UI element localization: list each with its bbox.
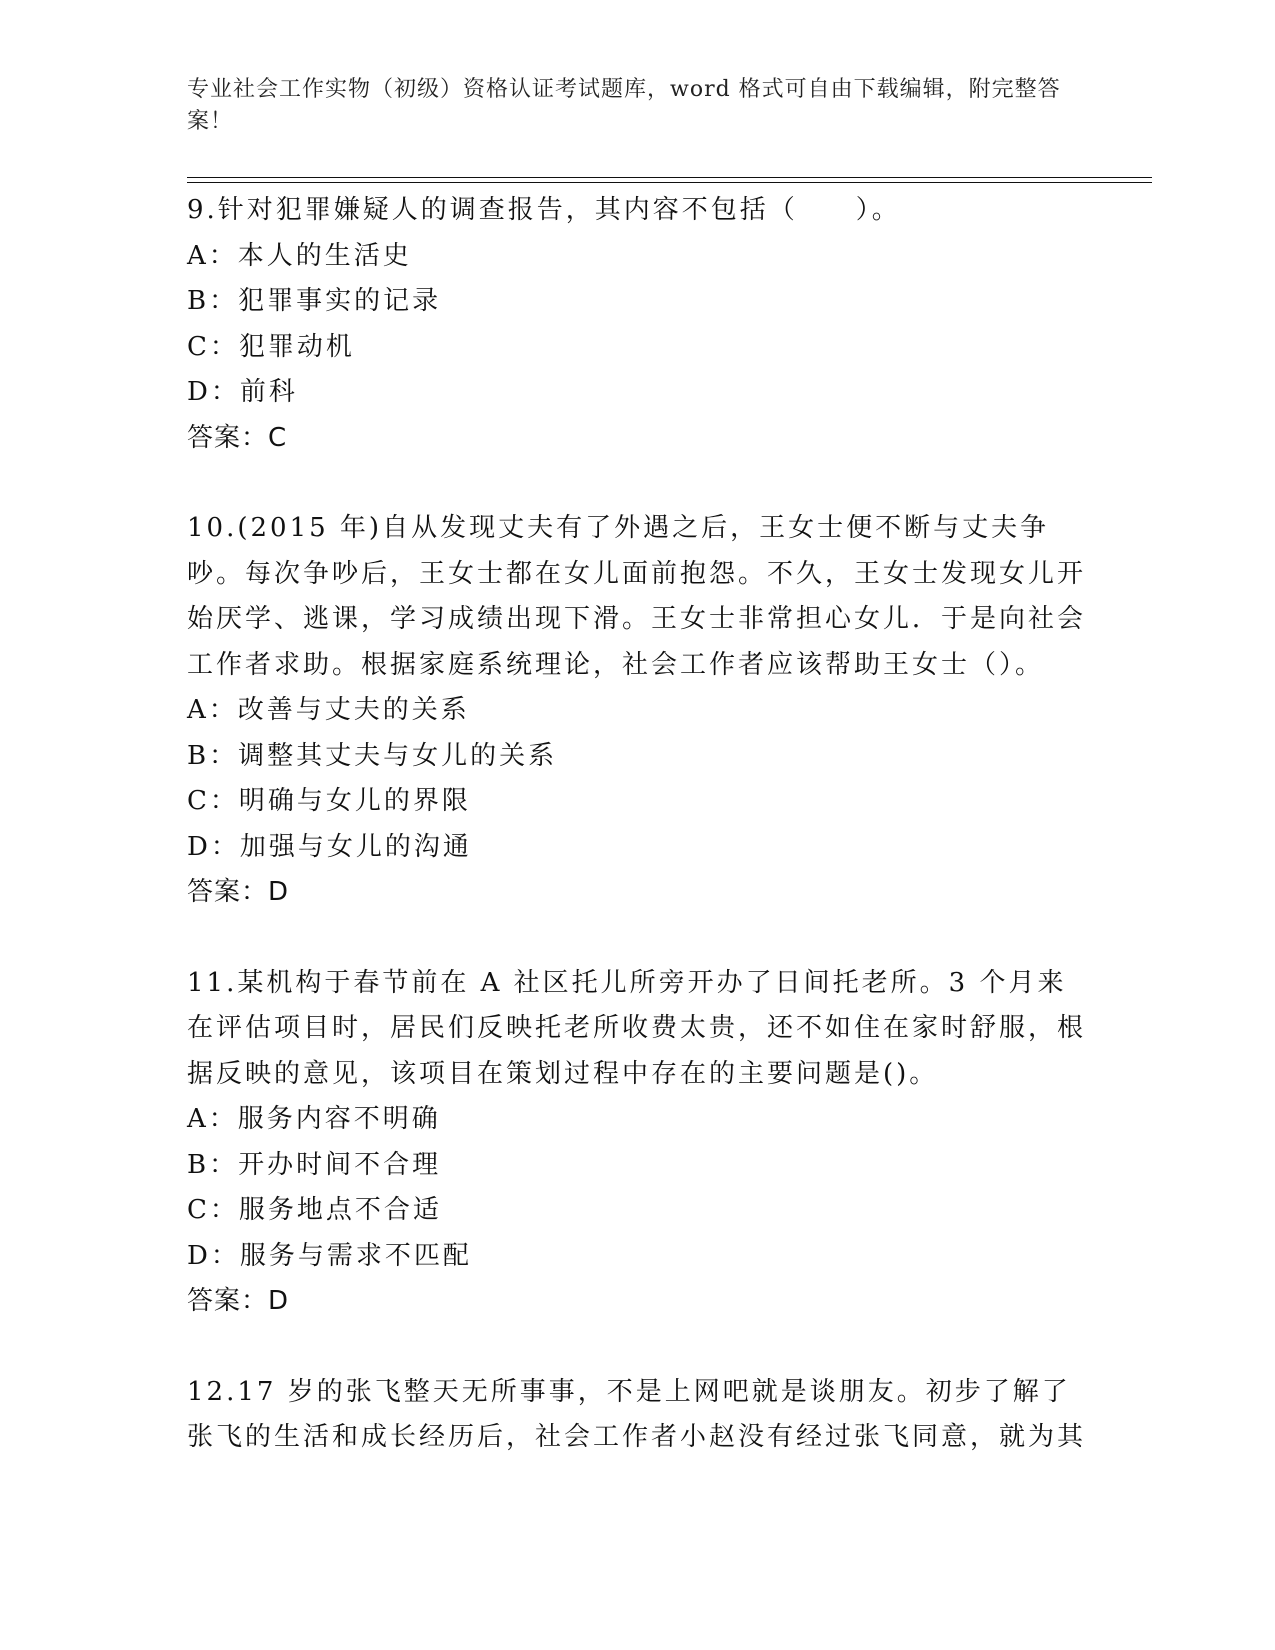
option-d: D：加强与女儿的沟通 bbox=[187, 831, 472, 862]
question-12 bbox=[187, 1370, 1087, 1461]
spacer bbox=[187, 916, 1087, 961]
option-a: A：服务内容不明确 bbox=[187, 1104, 441, 1134]
option-d: D：前科 bbox=[187, 377, 298, 407]
question-stem: 12.17 岁的张飞整天无所事事，不是上网吧就是谈朋友。初步了解了张飞的生活和成长经历后，社会工作者小赵没有经过张飞同意，就为其 bbox=[187, 1376, 1087, 1452]
question-stem: 9.针对犯罪嫌疑人的调查报告，其内容不包括（ ）。 bbox=[187, 195, 901, 225]
option-b: B：开办时间不合理 bbox=[187, 1149, 442, 1180]
option-d: D：服务与需求不匹配 bbox=[187, 1240, 472, 1271]
answer-line: 答案：D bbox=[187, 1286, 290, 1316]
header-divider-bottom bbox=[187, 182, 1152, 183]
option-c: C：明确与女儿的界限 bbox=[187, 786, 471, 816]
answer-line: 答案：C bbox=[187, 422, 288, 453]
option-a: A：改善与丈夫的关系 bbox=[187, 695, 470, 725]
option-c: C：服务地点不合适 bbox=[187, 1195, 442, 1225]
option-a: A：本人的生活史 bbox=[187, 240, 412, 271]
option-b: B：犯罪事实的记录 bbox=[187, 286, 442, 316]
question-list bbox=[187, 188, 1087, 1461]
header-divider-top bbox=[187, 177, 1152, 178]
page-header: 专业社会工作实物（初级）资格认证考试题库，word 格式可自由下载编辑，附完整答案！ bbox=[187, 77, 1061, 134]
answer-line: 答案：D bbox=[187, 877, 290, 907]
question-10 bbox=[187, 506, 1087, 916]
question-11 bbox=[187, 961, 1087, 1325]
spacer bbox=[187, 461, 1087, 506]
option-b: B：调整其丈夫与女儿的关系 bbox=[187, 740, 558, 771]
spacer bbox=[187, 1325, 1087, 1370]
question-stem: 10.(2015 年)自从发现丈夫有了外遇之后，王女士便不断与丈夫争吵。每次争吵后，王女士都在女儿面前抱怨。不久，王女士发现女儿开始厌学、逃课，学习成绩出现下滑。王女士非常担心女儿．于是向社会工作者求助。根据家庭系统理论，社会工作者应该帮助王女士（）。 bbox=[187, 513, 1087, 680]
option-c: C：犯罪动机 bbox=[187, 331, 355, 362]
question-9 bbox=[187, 188, 1087, 461]
question-stem: 11.某机构于春节前在 A 社区托儿所旁开办了日间托老所。3 个月来在评估项目时，居民们反映托老所收费太贵，还不如住在家时舒服，根据反映的意见，该项目在策划过程中存在的主要问题是()。 bbox=[187, 967, 1087, 1089]
